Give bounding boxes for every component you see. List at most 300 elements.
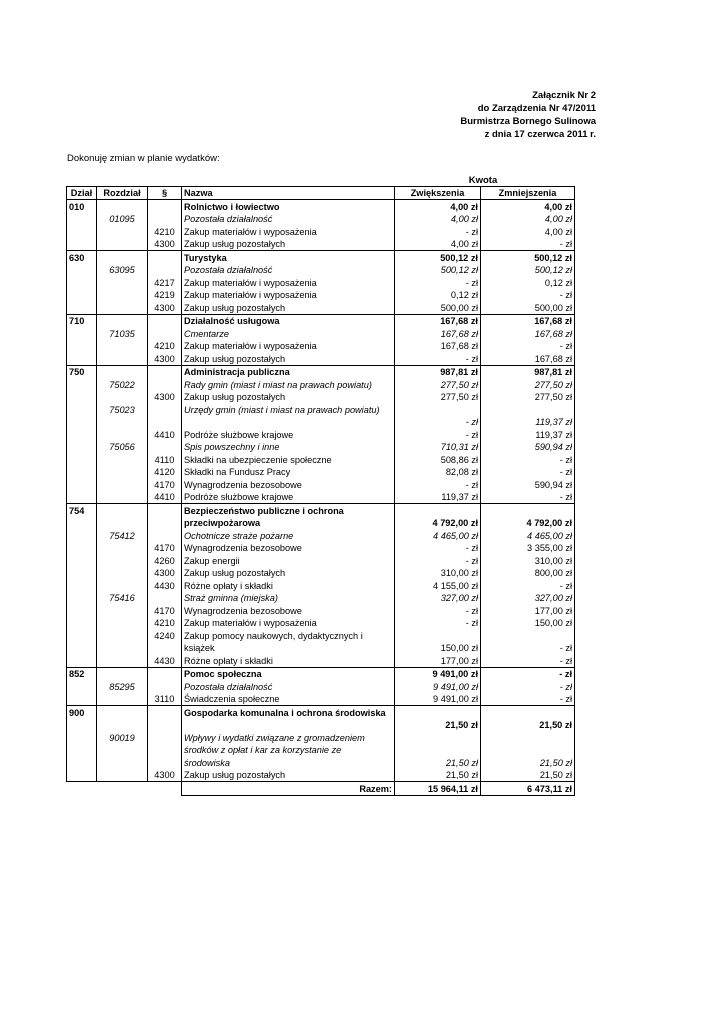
- cell-paragraf: 4430: [148, 579, 182, 592]
- cell-paragraf: 4210: [148, 617, 182, 630]
- cell-dzial: [67, 642, 97, 655]
- table-row: [67, 441, 575, 454]
- cell-zwiekszenia: 150,00 zł: [395, 642, 481, 655]
- intro-text: Dokonuję zmian w planie wydatków:: [67, 153, 220, 164]
- cell-nazwa: Rady gmin (miast i miast na prawach powiatu): [182, 378, 395, 391]
- cell-zwiekszenia: 4 792,00 zł: [395, 517, 481, 530]
- cell-nazwa: [182, 416, 395, 429]
- table-row: [67, 642, 575, 655]
- cell-zmniejszenia: 500,12 zł: [481, 264, 575, 277]
- col-zwiekszenia: Zwiększenia: [395, 187, 481, 200]
- cell-rozdzial: [97, 352, 148, 365]
- cell-paragraf: [148, 403, 182, 416]
- total-zmniejszenia: 6 473,11 zł: [481, 782, 575, 796]
- cell-zmniejszenia: - zł: [481, 693, 575, 706]
- cell-nazwa: Składki na Fundusz Pracy: [182, 466, 395, 479]
- cell-dzial: [67, 756, 97, 769]
- cell-dzial: 750: [67, 365, 97, 378]
- cell-rozdzial: [97, 504, 148, 517]
- cell-paragraf: [148, 378, 182, 391]
- cell-zwiekszenia: 500,12 zł: [395, 264, 481, 277]
- header-line-4: z dnia 17 czerwca 2011 r.: [484, 129, 596, 140]
- cell-rozdzial: 90019: [97, 731, 148, 744]
- cell-nazwa: Ochotnicze straże pożarne: [182, 529, 395, 542]
- cell-nazwa: Zakup usług pozostałych: [182, 391, 395, 404]
- cell-rozdzial: 75023: [97, 403, 148, 416]
- cell-nazwa: Świadczenia społeczne: [182, 693, 395, 706]
- cell-zwiekszenia: 4,00 zł: [395, 213, 481, 226]
- cell-zmniejszenia: 119,37 zł: [481, 428, 575, 441]
- cell-paragraf: 4217: [148, 276, 182, 289]
- table-row: [67, 592, 575, 605]
- cell-zwiekszenia: - zł: [395, 617, 481, 630]
- cell-zmniejszenia: [481, 744, 575, 757]
- cell-rozdzial: 75412: [97, 529, 148, 542]
- cell-zwiekszenia: 9 491,00 zł: [395, 667, 481, 680]
- cell-zmniejszenia: 4 465,00 zł: [481, 529, 575, 542]
- table-row: [67, 466, 575, 479]
- cell-nazwa: przeciwpożarowa: [182, 517, 395, 530]
- cell-rozdzial: [97, 719, 148, 732]
- cell-zwiekszenia: - zł: [395, 478, 481, 491]
- cell-nazwa: Zakup pomocy naukowych, dydaktycznych i: [182, 629, 395, 642]
- cell-zmniejszenia: [481, 403, 575, 416]
- cell-dzial: [67, 264, 97, 277]
- cell-dzial: 852: [67, 667, 97, 680]
- col-paragraf: §: [148, 187, 182, 200]
- cell-dzial: [67, 579, 97, 592]
- cell-nazwa: Różne opłaty i składki: [182, 654, 395, 667]
- cell-dzial: [67, 769, 97, 782]
- cell-zwiekszenia: 710,31 zł: [395, 441, 481, 454]
- cell-zmniejszenia: 590,94 zł: [481, 441, 575, 454]
- table-row: [67, 365, 575, 378]
- cell-paragraf: 4300: [148, 238, 182, 251]
- cell-dzial: [67, 403, 97, 416]
- table-row: [67, 706, 575, 719]
- cell-nazwa: Zakup materiałów i wyposażenia: [182, 276, 395, 289]
- table-row: [67, 604, 575, 617]
- cell-zwiekszenia: 500,12 zł: [395, 251, 481, 264]
- cell-dzial: [67, 289, 97, 302]
- cell-paragraf: 4170: [148, 542, 182, 555]
- cell-rozdzial: 75056: [97, 441, 148, 454]
- cell-zmniejszenia: 500,00 zł: [481, 301, 575, 314]
- cell-rozdzial: [97, 554, 148, 567]
- table-row: [67, 719, 575, 732]
- cell-paragraf: [148, 416, 182, 429]
- cell-zwiekszenia: 21,50 zł: [395, 719, 481, 732]
- cell-zwiekszenia: 4,00 zł: [395, 200, 481, 213]
- cell-dzial: [67, 391, 97, 404]
- cell-zmniejszenia: - zł: [481, 238, 575, 251]
- table-row: [67, 225, 575, 238]
- cell-zmniejszenia: 800,00 zł: [481, 567, 575, 580]
- cell-rozdzial: [97, 391, 148, 404]
- table-row: [67, 403, 575, 416]
- cell-nazwa: Podróże służbowe krajowe: [182, 491, 395, 504]
- cell-zmniejszenia: 500,12 zł: [481, 251, 575, 264]
- cell-paragraf: [148, 756, 182, 769]
- cell-zmniejszenia: 4,00 zł: [481, 213, 575, 226]
- cell-zwiekszenia: [395, 403, 481, 416]
- cell-nazwa: Działalność usługowa: [182, 314, 395, 327]
- cell-rozdzial: [97, 542, 148, 555]
- cell-rozdzial: 01095: [97, 213, 148, 226]
- cell-paragraf: [148, 517, 182, 530]
- table-row: [67, 213, 575, 226]
- total-zwiekszenia: 15 964,11 zł: [395, 782, 481, 796]
- cell-rozdzial: [97, 238, 148, 251]
- cell-nazwa: Zakup usług pozostałych: [182, 769, 395, 782]
- cell-rozdzial: [97, 200, 148, 213]
- table-row: [67, 517, 575, 530]
- cell-zmniejszenia: 177,00 zł: [481, 604, 575, 617]
- cell-paragraf: [148, 680, 182, 693]
- cell-dzial: 900: [67, 706, 97, 719]
- cell-paragraf: [148, 213, 182, 226]
- table-row: [67, 391, 575, 404]
- cell-nazwa: Pomoc społeczna: [182, 667, 395, 680]
- cell-nazwa: książek: [182, 642, 395, 655]
- cell-paragraf: 4300: [148, 391, 182, 404]
- cell-dzial: 630: [67, 251, 97, 264]
- table-row: [67, 542, 575, 555]
- cell-zwiekszenia: [395, 744, 481, 757]
- cell-paragraf: [148, 327, 182, 340]
- cell-zwiekszenia: 500,00 zł: [395, 301, 481, 314]
- cell-dzial: [67, 680, 97, 693]
- kwota-label: Kwota: [468, 175, 498, 186]
- cell-dzial: [67, 340, 97, 353]
- cell-dzial: [67, 554, 97, 567]
- cell-zmniejszenia: 987,81 zł: [481, 365, 575, 378]
- cell-zwiekszenia: 82,08 zł: [395, 466, 481, 479]
- cell-paragraf: [148, 504, 182, 517]
- cell-zwiekszenia: [395, 504, 481, 517]
- cell-nazwa: Zakup usług pozostałych: [182, 238, 395, 251]
- cell-paragraf: 4210: [148, 340, 182, 353]
- cell-zmniejszenia: 0,12 zł: [481, 276, 575, 289]
- cell-nazwa: środowiska: [182, 756, 395, 769]
- cell-zmniejszenia: 310,00 zł: [481, 554, 575, 567]
- cell-paragraf: 4170: [148, 604, 182, 617]
- table-row: [67, 654, 575, 667]
- cell-zwiekszenia: 327,00 zł: [395, 592, 481, 605]
- cell-dzial: [67, 604, 97, 617]
- cell-zwiekszenia: [395, 706, 481, 719]
- cell-zmniejszenia: - zł: [481, 289, 575, 302]
- cell-dzial: 710: [67, 314, 97, 327]
- cell-zwiekszenia: 4 465,00 zł: [395, 529, 481, 542]
- cell-paragraf: [148, 251, 182, 264]
- cell-zwiekszenia: 119,37 zł: [395, 491, 481, 504]
- header-line-1: Załącznik Nr 2: [532, 90, 596, 101]
- cell-dzial: [67, 592, 97, 605]
- cell-rozdzial: [97, 251, 148, 264]
- cell-paragraf: 4430: [148, 654, 182, 667]
- table-row: [67, 529, 575, 542]
- cell-nazwa: Wpływy i wydatki związane z gromadzeniem: [182, 731, 395, 744]
- cell-dzial: [67, 629, 97, 642]
- cell-nazwa: Zakup energii: [182, 554, 395, 567]
- cell-rozdzial: [97, 416, 148, 429]
- cell-paragraf: [148, 264, 182, 277]
- cell-paragraf: 4170: [148, 478, 182, 491]
- cell-zwiekszenia: 508,86 zł: [395, 453, 481, 466]
- cell-dzial: [67, 428, 97, 441]
- cell-rozdzial: 63095: [97, 264, 148, 277]
- table-row: [67, 314, 575, 327]
- cell-nazwa: Zakup usług pozostałych: [182, 352, 395, 365]
- budget-table: [66, 186, 575, 796]
- cell-nazwa: Gospodarka komunalna i ochrona środowiska: [182, 706, 395, 719]
- cell-dzial: [67, 327, 97, 340]
- table-row: [67, 264, 575, 277]
- cell-rozdzial: [97, 466, 148, 479]
- cell-rozdzial: 71035: [97, 327, 148, 340]
- cell-zwiekszenia: - zł: [395, 352, 481, 365]
- cell-rozdzial: [97, 604, 148, 617]
- cell-paragraf: 4210: [148, 225, 182, 238]
- cell-dzial: [67, 731, 97, 744]
- header-line-3: Burmistrza Bornego Sulinowa: [460, 116, 596, 127]
- table-row: [67, 693, 575, 706]
- cell-dzial: [67, 238, 97, 251]
- cell-zmniejszenia: 21,50 zł: [481, 769, 575, 782]
- cell-zwiekszenia: - zł: [395, 604, 481, 617]
- cell-zwiekszenia: 277,50 zł: [395, 391, 481, 404]
- cell-rozdzial: [97, 428, 148, 441]
- table-row: [67, 680, 575, 693]
- cell-paragraf: [148, 441, 182, 454]
- cell-zmniejszenia: - zł: [481, 642, 575, 655]
- cell-zmniejszenia: 3 355,00 zł: [481, 542, 575, 555]
- cell-nazwa: Zakup usług pozostałych: [182, 567, 395, 580]
- cell-zwiekszenia: - zł: [395, 276, 481, 289]
- cell-paragraf: [148, 731, 182, 744]
- cell-zwiekszenia: 0,12 zł: [395, 289, 481, 302]
- cell-zwiekszenia: - zł: [395, 225, 481, 238]
- cell-dzial: [67, 491, 97, 504]
- table-row: [67, 504, 575, 517]
- cell-rozdzial: [97, 769, 148, 782]
- cell-zwiekszenia: - zł: [395, 416, 481, 429]
- cell-dzial: [67, 744, 97, 757]
- cell-paragraf: 4300: [148, 301, 182, 314]
- cell-paragraf: 4410: [148, 428, 182, 441]
- cell-rozdzial: [97, 642, 148, 655]
- cell-paragraf: [148, 706, 182, 719]
- table-row: [67, 554, 575, 567]
- table-row: [67, 478, 575, 491]
- cell-rozdzial: [97, 225, 148, 238]
- cell-paragraf: [148, 667, 182, 680]
- cell-dzial: 754: [67, 504, 97, 517]
- cell-dzial: [67, 276, 97, 289]
- cell-dzial: [67, 352, 97, 365]
- cell-zmniejszenia: [481, 504, 575, 517]
- cell-nazwa: Różne opłaty i składki: [182, 579, 395, 592]
- table-row: [67, 617, 575, 630]
- cell-zwiekszenia: 987,81 zł: [395, 365, 481, 378]
- cell-zmniejszenia: - zł: [481, 453, 575, 466]
- table-row: [67, 327, 575, 340]
- cell-rozdzial: [97, 478, 148, 491]
- col-zmniejszenia: Zmniejszenia: [481, 187, 575, 200]
- cell-zmniejszenia: - zł: [481, 491, 575, 504]
- cell-nazwa: Spis powszechny i inne: [182, 441, 395, 454]
- cell-nazwa: Turystyka: [182, 251, 395, 264]
- cell-dzial: [67, 542, 97, 555]
- cell-rozdzial: [97, 301, 148, 314]
- cell-paragraf: [148, 365, 182, 378]
- cell-paragraf: 4120: [148, 466, 182, 479]
- cell-zmniejszenia: 150,00 zł: [481, 617, 575, 630]
- cell-zmniejszenia: [481, 629, 575, 642]
- cell-zwiekszenia: 4 155,00 zł: [395, 579, 481, 592]
- cell-rozdzial: [97, 314, 148, 327]
- cell-dzial: [67, 719, 97, 732]
- table-row: [67, 731, 575, 744]
- cell-dzial: [67, 416, 97, 429]
- document-header: [460, 89, 596, 141]
- cell-zmniejszenia: - zł: [481, 340, 575, 353]
- cell-zmniejszenia: 4 792,00 zł: [481, 517, 575, 530]
- cell-zmniejszenia: 277,50 zł: [481, 378, 575, 391]
- cell-rozdzial: [97, 654, 148, 667]
- cell-rozdzial: [97, 517, 148, 530]
- cell-rozdzial: [97, 667, 148, 680]
- cell-rozdzial: [97, 491, 148, 504]
- cell-paragraf: [148, 642, 182, 655]
- cell-paragraf: 4410: [148, 491, 182, 504]
- cell-nazwa: Zakup materiałów i wyposażenia: [182, 225, 395, 238]
- cell-rozdzial: [97, 579, 148, 592]
- cell-dzial: 010: [67, 200, 97, 213]
- cell-nazwa: Wynagrodzenia bezosobowe: [182, 604, 395, 617]
- cell-nazwa: Wynagrodzenia bezosobowe: [182, 542, 395, 555]
- table-row: [67, 756, 575, 769]
- cell-zmniejszenia: 167,68 zł: [481, 314, 575, 327]
- cell-rozdzial: 85295: [97, 680, 148, 693]
- cell-zmniejszenia: 4,00 zł: [481, 225, 575, 238]
- table-row: [67, 276, 575, 289]
- cell-rozdzial: [97, 567, 148, 580]
- cell-zwiekszenia: 9 491,00 zł: [395, 680, 481, 693]
- cell-nazwa: Zakup materiałów i wyposażenia: [182, 617, 395, 630]
- cell-rozdzial: [97, 289, 148, 302]
- cell-nazwa: Składki na ubezpieczenie społeczne: [182, 453, 395, 466]
- cell-zwiekszenia: 4,00 zł: [395, 238, 481, 251]
- cell-zmniejszenia: - zł: [481, 654, 575, 667]
- table-row: [67, 340, 575, 353]
- cell-dzial: [67, 453, 97, 466]
- cell-paragraf: [148, 719, 182, 732]
- cell-nazwa: Cmentarze: [182, 327, 395, 340]
- cell-dzial: [67, 529, 97, 542]
- cell-zmniejszenia: 4,00 zł: [481, 200, 575, 213]
- cell-zwiekszenia: 167,68 zł: [395, 314, 481, 327]
- cell-zmniejszenia: 167,68 zł: [481, 352, 575, 365]
- total-label: Razem:: [182, 782, 395, 796]
- cell-zmniejszenia: 167,68 zł: [481, 327, 575, 340]
- table-row: [67, 251, 575, 264]
- table-row: [67, 428, 575, 441]
- cell-paragraf: [148, 529, 182, 542]
- header-line-2: do Zarządzenia Nr 47/2011: [477, 103, 596, 114]
- table-row: [67, 744, 575, 757]
- cell-nazwa: Pozostała działalność: [182, 680, 395, 693]
- cell-zmniejszenia: [481, 731, 575, 744]
- cell-rozdzial: [97, 693, 148, 706]
- table-header-row: [67, 187, 575, 200]
- cell-nazwa: Wynagrodzenia bezosobowe: [182, 478, 395, 491]
- cell-dzial: [67, 693, 97, 706]
- table-row: [67, 378, 575, 391]
- col-nazwa: Nazwa: [182, 187, 395, 200]
- cell-paragraf: [148, 744, 182, 757]
- cell-zwiekszenia: 9 491,00 zł: [395, 693, 481, 706]
- cell-paragraf: 4260: [148, 554, 182, 567]
- table-row: [67, 491, 575, 504]
- table-row: [67, 567, 575, 580]
- cell-nazwa: Pozostała działalność: [182, 213, 395, 226]
- cell-rozdzial: 75416: [97, 592, 148, 605]
- cell-rozdzial: [97, 706, 148, 719]
- cell-zmniejszenia: 277,50 zł: [481, 391, 575, 404]
- cell-dzial: [67, 478, 97, 491]
- cell-nazwa: Administracja publiczna: [182, 365, 395, 378]
- cell-dzial: [67, 617, 97, 630]
- cell-zmniejszenia: 119,37 zł: [481, 416, 575, 429]
- cell-paragraf: [148, 314, 182, 327]
- table-row: [67, 629, 575, 642]
- cell-nazwa: Zakup materiałów i wyposażenia: [182, 340, 395, 353]
- cell-zmniejszenia: 327,00 zł: [481, 592, 575, 605]
- cell-zwiekszenia: 21,50 zł: [395, 769, 481, 782]
- cell-rozdzial: [97, 744, 148, 757]
- cell-dzial: [67, 441, 97, 454]
- cell-paragraf: 4300: [148, 352, 182, 365]
- cell-rozdzial: 75022: [97, 378, 148, 391]
- table-row: [67, 301, 575, 314]
- table-row: [67, 289, 575, 302]
- cell-zmniejszenia: - zł: [481, 680, 575, 693]
- cell-nazwa: Bezpieczeństwo publiczne i ochrona: [182, 504, 395, 517]
- cell-rozdzial: [97, 365, 148, 378]
- table-row: [67, 238, 575, 251]
- cell-rozdzial: [97, 629, 148, 642]
- col-dzial: Dział: [67, 187, 97, 200]
- cell-dzial: [67, 378, 97, 391]
- cell-nazwa: Urzędy gmin (miast i miast na prawach powiatu): [182, 403, 395, 416]
- cell-zwiekszenia: - zł: [395, 554, 481, 567]
- cell-dzial: [67, 466, 97, 479]
- cell-nazwa: środków z opłat i kar za korzystanie ze: [182, 744, 395, 757]
- cell-paragraf: 4219: [148, 289, 182, 302]
- cell-zwiekszenia: [395, 731, 481, 744]
- table-row: [67, 416, 575, 429]
- cell-nazwa: Pozostała działalność: [182, 264, 395, 277]
- cell-dzial: [67, 654, 97, 667]
- cell-zwiekszenia: 21,50 zł: [395, 756, 481, 769]
- cell-nazwa: Straż gminna (miejska): [182, 592, 395, 605]
- cell-zmniejszenia: [481, 706, 575, 719]
- cell-zmniejszenia: 21,50 zł: [481, 756, 575, 769]
- cell-zmniejszenia: - zł: [481, 579, 575, 592]
- table-row: [67, 453, 575, 466]
